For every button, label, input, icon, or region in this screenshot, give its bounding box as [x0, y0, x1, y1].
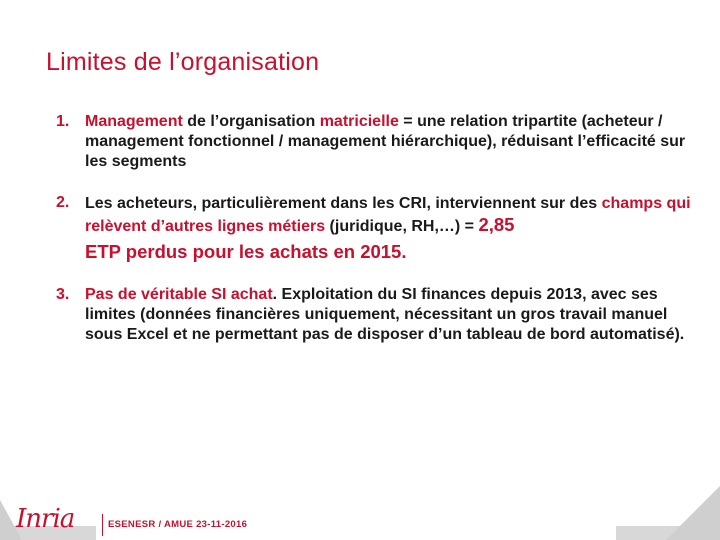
etp-caption: ETP perdus pour les achats en 2015. [85, 241, 407, 262]
footer-divider [102, 514, 103, 536]
list-number: 2. [56, 194, 70, 211]
list-item-text [85, 285, 696, 345]
footer-right-shape [666, 486, 720, 540]
body-text: (juridique, RH,…) = [325, 218, 479, 235]
list-item-text [85, 112, 696, 172]
footer-notch [96, 496, 616, 540]
highlight-text: matricielle [319, 113, 399, 130]
list-item [56, 112, 696, 172]
limitations-list [56, 112, 696, 366]
highlight-text: champs qui relèvent d’autres lignes métiers [85, 195, 691, 235]
body-text: . Exploitation du SI finances depuis 2013, avec ses limites (données financières uniquement, nécessitant un gros travail manuel sous Excel et ne permettant pas de disposer d’un tableau de bord automatisé). [85, 286, 685, 343]
slide-title: Limites de l’organisation [46, 48, 320, 76]
list-item [56, 285, 696, 345]
highlight-text: Pas de véritable SI achat [85, 286, 273, 303]
inria-logo: Inria [16, 504, 75, 534]
list-item-text [85, 193, 696, 264]
list-number: 3. [56, 286, 70, 303]
footer-text: ESENESR / AMUE 23-11-2016 [108, 519, 248, 530]
list-number: 1. [56, 113, 70, 130]
list-item [56, 193, 696, 264]
body-text: = une relation tripartite (acheteur / management fonctionnel / management hiérarchique), réduisant l’efficacité sur les segments [85, 113, 686, 170]
slide-footer [0, 480, 720, 540]
etp-figure: 2,85 [478, 214, 515, 235]
highlight-text: Management [85, 113, 183, 130]
body-text: Les acheteurs, particulièrement dans les CRI, interviennent sur des [85, 195, 602, 212]
body-text: de l’organisation [182, 113, 320, 130]
